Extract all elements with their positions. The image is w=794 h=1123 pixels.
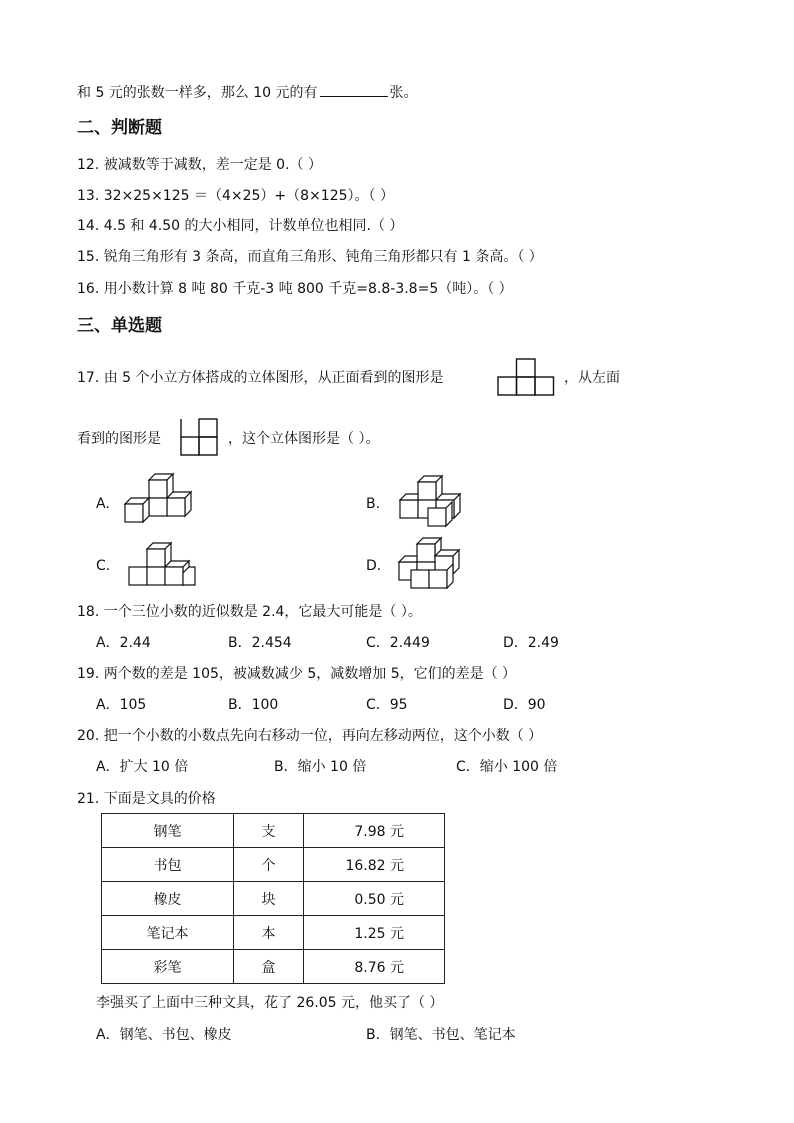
table-cell-price: 7.98 元 [304,814,445,848]
table-cell-unit: 盒 [234,950,304,984]
question-number: 18. [77,604,100,620]
question-17-part4: ，这个立体图形是（ ）。 [228,431,380,447]
question-12 [77,155,322,175]
price-table [101,813,445,984]
question-number: 15. [77,249,100,265]
option-c-label[interactable]: C. [96,558,111,574]
q11-suffix: 张。 [389,85,418,101]
cube-figure-a[interactable] [122,472,194,526]
table-cell-item: 彩笔 [102,950,234,984]
question-text: 两个数的差是 105，被减数减少 5，减数增加 5，它们的差是（ ） [103,666,517,682]
left-view-figure [180,418,218,456]
question-19 [77,664,516,684]
q18-option-a[interactable]: A．2.44 [96,635,151,651]
q19-option-c[interactable]: C．95 [366,697,408,713]
question-number: 19. [77,666,100,682]
table-row [102,848,445,882]
question-number: 13. [77,188,100,204]
table-cell-price: 0.50 元 [304,882,445,916]
question-text: 把一个小数的小数点先向右移动一位，再向左移动两位，这个小数（ ） [103,728,543,744]
q18-option-d[interactable]: D．2.49 [503,635,559,651]
table-cell-item: 书包 [102,848,234,882]
table-cell-price: 1.25 元 [304,916,445,950]
question-text: 由 5 个小立方体搭成的立体图形，从正面看到的图形是 [103,370,444,386]
question-14 [77,216,403,236]
table-cell-item: 笔记本 [102,916,234,950]
question-18 [77,602,422,622]
q20-option-a[interactable]: A．扩大 10 倍 [96,759,189,775]
question-number: 20. [77,728,100,744]
question-21-ask: 李强买了上面中三种文具，花了 26.05 元，他买了（ ） [96,995,444,1011]
section-title-judge: 二、判断题 [77,118,162,138]
question-15 [77,247,543,267]
q20-option-c[interactable]: C．缩小 100 倍 [456,759,558,775]
question-number: 21. [77,791,100,807]
question-text: 下面是文具的价格 [103,791,216,807]
table-cell-price: 8.76 元 [304,950,445,984]
q18-option-b[interactable]: B．2.454 [228,635,292,651]
question-text: 锐角三角形有 3 条高，而直角三角形、钝角三角形都只有 1 条高。（ ） [103,249,543,265]
question-text: 一个三位小数的近似数是 2.4，它最大可能是（ ）。 [103,604,422,620]
table-row [102,882,445,916]
question-text: 32×25×125 ＝（4×25）+（8×125）。（ ） [103,188,394,204]
question-number: 17. [77,370,100,386]
option-a-label[interactable]: A. [96,496,110,512]
q20-option-b[interactable]: B．缩小 10 倍 [274,759,367,775]
question-text: 4.5 和 4.50 的大小相同，计数单位也相同.（ ） [103,218,404,234]
table-row [102,950,445,984]
question-17-line1 [77,368,444,388]
question-number: 12. [77,157,100,173]
table-row [102,916,445,950]
table-cell-item: 钢笔 [102,814,234,848]
table-row [102,814,445,848]
question-21 [77,789,216,809]
table-cell-unit: 块 [234,882,304,916]
front-view-figure [497,358,555,396]
q18-option-c[interactable]: C．2.449 [366,635,430,651]
q21-option-a[interactable]: A．钢笔、书包、橡皮 [96,1027,232,1043]
question-17-part2: ，从左面 [564,370,620,386]
answer-blank[interactable] [320,82,388,97]
q21-option-b[interactable]: B．钢笔、书包、笔记本 [366,1027,516,1043]
table-cell-unit: 支 [234,814,304,848]
q11-prefix: 和 5 元的张数一样多，那么 10 元的有 [77,85,318,101]
table-cell-unit: 个 [234,848,304,882]
question-text: 被减数等于减数，差一定是 0.（ ） [103,157,322,173]
section-title-choice: 三、单选题 [77,316,162,336]
option-d-label[interactable]: D. [366,558,382,574]
q11-tail [77,82,418,103]
question-text: 用小数计算 8 吨 80 千克-3 吨 800 千克=8.8-3.8=5（吨）。（ ） [103,281,513,297]
q19-option-d[interactable]: D．90 [503,697,546,713]
q19-option-a[interactable]: A．105 [96,697,147,713]
question-13 [77,186,394,206]
option-b-label[interactable]: B. [366,496,381,512]
cube-figure-c[interactable] [126,541,198,589]
table-cell-price: 16.82 元 [304,848,445,882]
question-16 [77,279,513,299]
table-cell-item: 橡皮 [102,882,234,916]
table-cell-unit: 本 [234,916,304,950]
question-17-line2: 看到的图形是 [77,431,161,447]
cube-figure-d[interactable] [396,536,470,592]
q19-option-b[interactable]: B．100 [228,697,279,713]
question-number: 16. [77,281,100,297]
cube-figure-b[interactable] [398,474,464,528]
question-number: 14. [77,218,100,234]
question-20 [77,726,542,746]
